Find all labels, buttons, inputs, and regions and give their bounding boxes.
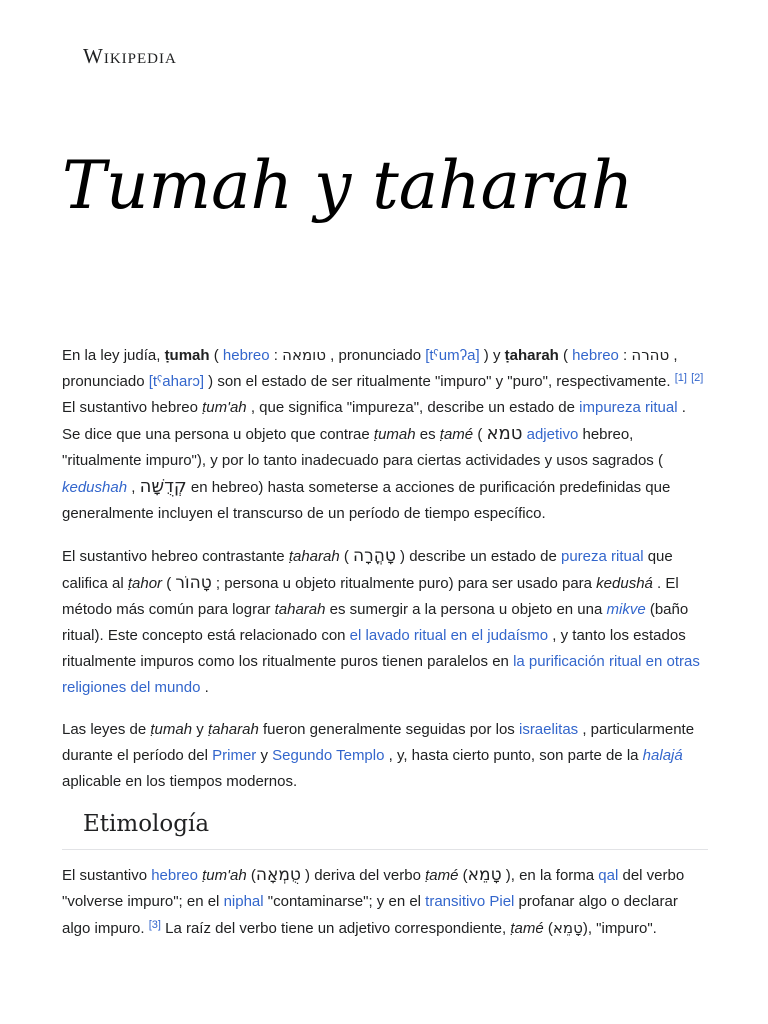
text: , pronunciado bbox=[325, 347, 426, 364]
text: ( bbox=[209, 347, 223, 364]
text: es bbox=[415, 426, 440, 443]
text: y bbox=[256, 747, 273, 764]
link-hebreo[interactable]: hebreo bbox=[572, 347, 619, 364]
text: El sustantivo hebreo bbox=[62, 399, 203, 416]
text: y bbox=[192, 721, 208, 738]
text: : bbox=[618, 347, 632, 364]
term: ṭum'ah bbox=[202, 399, 247, 416]
text: , y tanto los estados ritualmente impuros como los ritualmente puros tienen paralelos en bbox=[62, 627, 686, 670]
text: ; persona u objeto ritualmente puro) para ser usado para bbox=[211, 575, 597, 592]
hebrew-text: טָמֵא bbox=[552, 919, 583, 937]
text: ( bbox=[543, 920, 553, 937]
text: "contaminarse"; y en el bbox=[263, 893, 426, 910]
citation-1[interactable]: [1] bbox=[674, 372, 687, 384]
link-segundo-templo[interactable]: Segundo Templo bbox=[272, 747, 385, 764]
text: ( bbox=[246, 867, 256, 884]
term: ṭamé bbox=[510, 920, 544, 937]
paragraph-intro bbox=[62, 342, 708, 527]
text: fueron generalmente seguidas por los bbox=[258, 721, 519, 738]
text: , bbox=[127, 479, 140, 496]
link-pureza-ritual[interactable]: pureza ritual bbox=[560, 548, 644, 565]
term: ṭum'ah bbox=[202, 867, 247, 884]
citation-2[interactable]: [2] bbox=[691, 372, 704, 384]
text: profanar algo o declarar algo impuro. bbox=[62, 893, 678, 937]
section-heading-etimologia: Etimología bbox=[62, 811, 708, 850]
citation-3[interactable]: [3] bbox=[148, 919, 161, 931]
link-israelitas[interactable]: israelitas bbox=[518, 721, 579, 738]
term: ṭumah bbox=[373, 426, 416, 443]
text: ), en la forma bbox=[501, 867, 599, 884]
text: es sumergir a la persona u objeto en una bbox=[325, 601, 607, 618]
hebrew-text: טָהֳרָה bbox=[353, 546, 396, 566]
hebrew-text: טָהוֹר bbox=[175, 573, 212, 593]
term: ṭumah bbox=[150, 721, 193, 738]
text: ( bbox=[339, 548, 354, 565]
text: ), "impuro". bbox=[582, 920, 657, 937]
link-halaja[interactable]: halajá bbox=[642, 747, 683, 764]
link-impureza-ritual[interactable]: impureza ritual bbox=[579, 399, 678, 416]
term: ṭaharah bbox=[207, 721, 259, 738]
text: , particularmente durante el período del bbox=[62, 721, 695, 764]
term-tumah: ṭumah bbox=[164, 347, 210, 364]
text: , y, hasta cierto punto, son parte de la bbox=[384, 747, 643, 764]
text: ( bbox=[458, 867, 468, 884]
text: Las leyes de bbox=[62, 721, 151, 738]
text: hebreo, "ritualmente impuro"), y por lo tanto inadecuado para ciertas actividades y usos sagrados ( bbox=[62, 426, 663, 469]
link-qal[interactable]: qal bbox=[598, 867, 619, 884]
hebrew-text: טֻמְאָה bbox=[255, 865, 301, 885]
link-niphal[interactable]: niphal bbox=[223, 893, 264, 910]
text: ( bbox=[558, 347, 573, 364]
text: ) describe un estado de bbox=[395, 548, 561, 565]
wikipedia-logo[interactable]: Wikipedia bbox=[83, 44, 177, 68]
hebrew-text: טמא bbox=[486, 423, 523, 444]
text: ) deriva del verbo bbox=[300, 867, 426, 884]
hebrew-text: קְדֻשָּׁה bbox=[139, 476, 187, 497]
text: El sustantivo bbox=[62, 867, 152, 884]
text: que califica al bbox=[62, 548, 673, 592]
text: en hebreo) hasta someterse a acciones de purificación predefinidas que generalmente incluyen el transcurso de un período de tiempo específico. bbox=[62, 479, 671, 522]
text: , que significa "impureza", describe un estado de bbox=[246, 399, 580, 416]
hebrew-text: טָמֵא bbox=[467, 865, 502, 885]
paragraph-taharah bbox=[62, 543, 708, 701]
text: . Se dice que una persona u objeto que contrae bbox=[62, 399, 686, 443]
text: En la ley judía, bbox=[62, 347, 165, 364]
link-ipa[interactable]: [tˤaharɔ] bbox=[148, 373, 204, 390]
text: (baño ritual). Este concepto está relacionado con bbox=[62, 601, 689, 644]
article-body bbox=[62, 342, 708, 958]
link-hebreo[interactable]: hebreo bbox=[222, 347, 270, 364]
text: aplicable en los tiempos modernos. bbox=[62, 773, 298, 790]
text: . bbox=[200, 679, 209, 696]
paragraph-leyes bbox=[62, 717, 708, 795]
link-adjetivo[interactable]: adjetivo bbox=[526, 426, 579, 443]
text: ( bbox=[473, 426, 487, 443]
text: ( bbox=[162, 575, 176, 592]
text: La raíz del verbo tiene un adjetivo correspondiente, bbox=[160, 920, 511, 937]
link-hebreo[interactable]: hebreo bbox=[151, 867, 198, 884]
text: del verbo "volverse impuro"; en el bbox=[62, 867, 685, 910]
link-kedushah[interactable]: kedushah bbox=[62, 479, 128, 496]
link-primer[interactable]: Primer bbox=[212, 747, 257, 764]
term: ṭaharah bbox=[288, 548, 340, 565]
paragraph-etimologia bbox=[62, 862, 708, 942]
text: ) son el estado de ser ritualmente "impuro" y "puro", respectivamente. bbox=[204, 373, 671, 390]
page-title: Tumah y taharah bbox=[62, 147, 634, 224]
hebrew-text: טהרה bbox=[631, 346, 670, 364]
link-mikve[interactable]: mikve bbox=[606, 601, 646, 618]
text: , pronunciado bbox=[62, 347, 678, 390]
term: kedushá bbox=[596, 575, 653, 592]
term: ṭamé bbox=[425, 867, 459, 884]
term-taharah: ṭaharah bbox=[504, 347, 559, 364]
text: . El método más común para lograr bbox=[62, 575, 679, 618]
term: ṭahor bbox=[127, 575, 163, 592]
text: ) y bbox=[479, 347, 505, 364]
link-ipa[interactable]: [tˤumʔa] bbox=[425, 347, 480, 364]
link-purificacion-ritual[interactable]: la purificación ritual en otras religiones del mundo bbox=[62, 653, 700, 696]
hebrew-text: טומאה bbox=[282, 346, 326, 364]
term: taharah bbox=[274, 601, 326, 618]
text: El sustantivo hebreo contrastante bbox=[62, 548, 289, 565]
link-transitivo-piel[interactable]: transitivo Piel bbox=[425, 893, 515, 910]
term: ṭamé bbox=[439, 426, 474, 443]
text: : bbox=[269, 347, 283, 364]
link-lavado-ritual[interactable]: el lavado ritual en el judaísmo bbox=[349, 627, 549, 644]
